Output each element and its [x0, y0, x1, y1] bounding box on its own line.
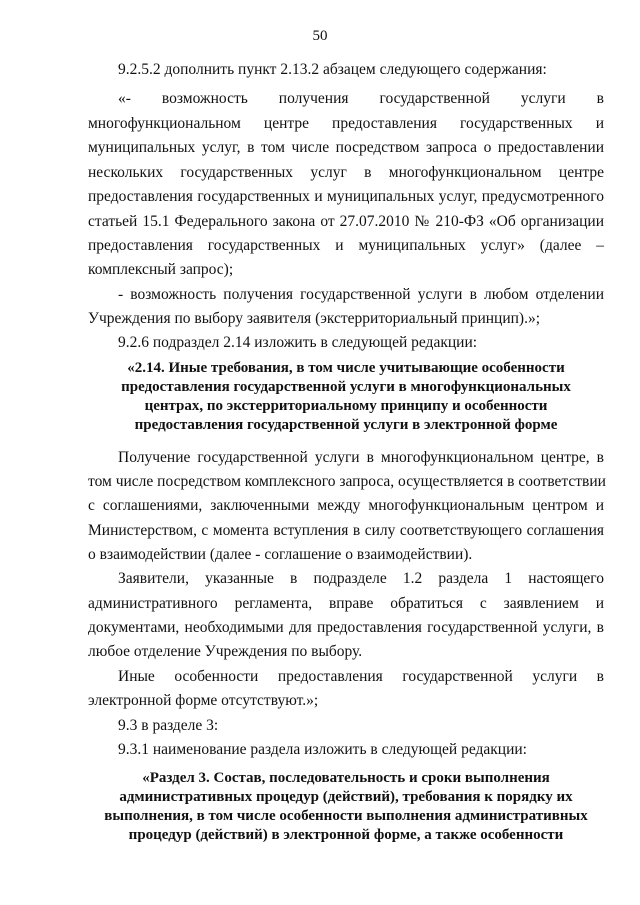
text-line: - возможность получения государственной услуги в любом отделении — [118, 286, 604, 303]
page-number: 50 — [312, 28, 328, 44]
text-line: нескольких государственных услуг в многофункциональном центре — [88, 164, 604, 181]
text-line: электронной форме отсутствуют.»; — [88, 692, 319, 709]
text-line: 9.2.5.2 дополнить пункт 2.13.2 абзацем следующего содержания: — [118, 61, 547, 78]
text-line: Заявители, указанные в подразделе 1.2 раздела 1 настоящего — [118, 570, 604, 587]
text-line: административного регламента, вправе обратиться с заявлением и — [88, 595, 604, 612]
section-heading: административных процедур (действий), требования к порядку их — [119, 789, 573, 805]
section-heading: выполнения, в том числе особенности выполнения административных — [104, 808, 588, 824]
text-line: Министерством, с момента вступления в силу соответствующего соглашения — [88, 522, 604, 539]
text-line: 9.2.6 подраздел 2.14 изложить в следующей редакции: — [118, 334, 478, 351]
section-heading: процедур (действий) в электронной форме, а также особенности — [128, 827, 564, 843]
text-line: «- возможность получения государственной услуги в — [118, 90, 604, 107]
text-line: с соглашениями, заключенными между многофункциональным центром и — [88, 497, 604, 514]
text-line: статьей 15.1 Федерального закона от 27.07.2010 № 210-ФЗ «Об организации — [88, 213, 604, 230]
text-line: документами, необходимыми для предоставления государственной услуги, в — [88, 619, 604, 636]
text-line: 9.3 в разделе 3: — [118, 717, 219, 734]
text-line: предоставления государственных и муниципальных услуг, предусмотренного — [88, 188, 604, 205]
text-line: Получение государственной услуги в многофункциональном центре, в — [118, 449, 604, 466]
text-line: комплексный запрос); — [88, 261, 234, 278]
section-heading: центрах, по экстерриториальному принципу и особенности — [144, 398, 548, 414]
section-heading: предоставления государственной услуги в многофункциональных — [121, 379, 571, 395]
section-heading: предоставления государственной услуги в электронной форме — [134, 417, 558, 433]
text-line: о взаимодействии (далее - соглашение о взаимодействии). — [88, 546, 473, 563]
text-line: Иные особенности предоставления государственной услуги в — [118, 668, 604, 685]
text-line: многофункциональном центре предоставления государственных и — [88, 115, 604, 132]
text-line: предоставления государственных и муниципальных услуг» (далее – — [88, 237, 604, 254]
section-heading: «2.14. Иные требования, в том числе учитывающие особенности — [127, 360, 565, 376]
section-heading: «Раздел 3. Состав, последовательность и сроки выполнения — [142, 770, 550, 786]
text-line: муниципальных услуг, в том числе посредством запроса о предоставлении — [88, 139, 604, 156]
text-line: любое отделение Учреждения по выбору. — [88, 643, 363, 660]
text-line: Учреждения по выбору заявителя (экстерриториальный принцип).»; — [88, 310, 541, 327]
text-line: том числе посредством комплексного запроса, осуществляется в соответствии — [88, 473, 606, 490]
text-line: 9.3.1 наименование раздела изложить в следующей редакции: — [118, 741, 527, 758]
